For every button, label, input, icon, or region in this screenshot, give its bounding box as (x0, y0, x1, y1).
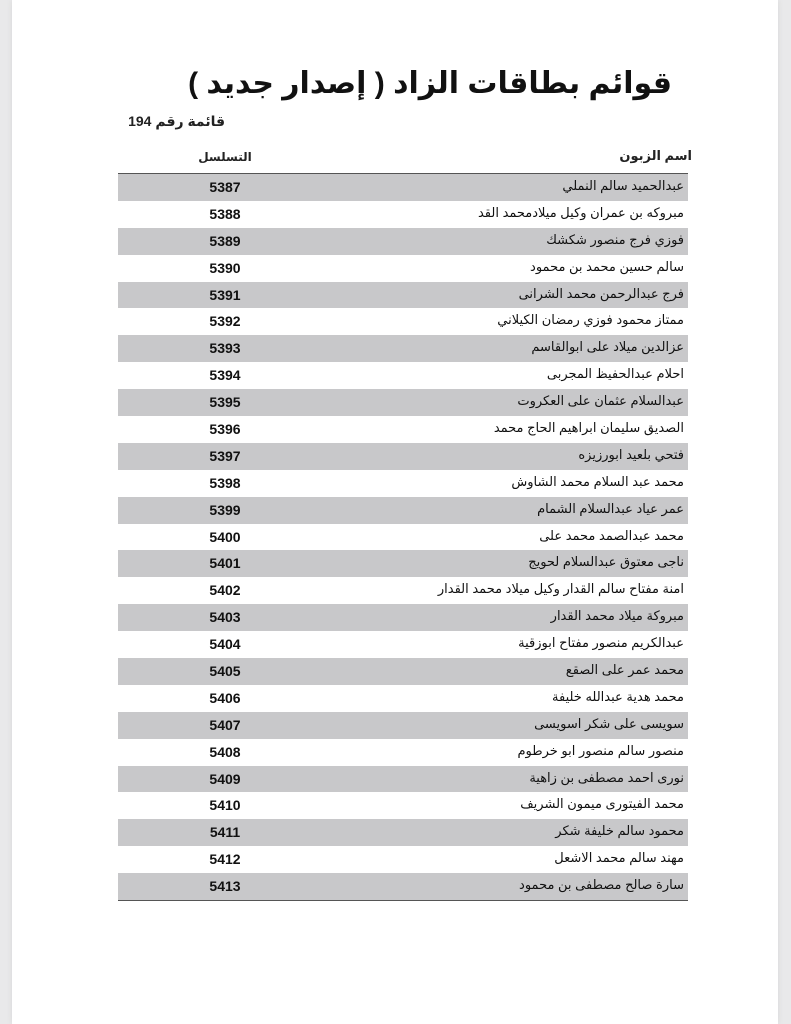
table-row (118, 550, 688, 577)
table-row (118, 846, 688, 873)
customer-name-cell: سارة صالح مصطفى بن محمود (519, 877, 684, 893)
table-row (118, 739, 688, 766)
serial-cell: 5408 (209, 743, 241, 760)
customer-name-cell: محمد هدية عبدالله خليفة (552, 688, 684, 704)
customer-name-cell: محمد عبد السلام محمد الشاوش (511, 473, 684, 489)
serial-cell: 5412 (209, 851, 241, 868)
column-header-customer-name: اسم الزبون (619, 148, 692, 163)
serial-cell: 5400 (209, 528, 241, 545)
page-title: قوائم بطاقات الزاد ( إصدار جديد ) (188, 67, 672, 100)
table-row (118, 873, 688, 900)
serial-cell: 5391 (209, 286, 241, 303)
customer-name-cell: فوزي فرج منصور شكشك (546, 231, 684, 247)
customer-name-cell: عمر عياد عبدالسلام الشمام (537, 500, 684, 516)
customer-name-cell: ممتاز محمود فوزي رمضان الكيلاني (497, 312, 684, 328)
table-row (118, 308, 688, 335)
customer-name-cell: احلام عبدالحفيظ المجربى (546, 366, 684, 382)
table-row (118, 577, 688, 604)
customer-name-cell: منصور سالم منصور ابو خرطوم (517, 742, 684, 758)
table-row (118, 228, 688, 255)
table-row (118, 766, 688, 793)
list-number: قائمة رقم 194 (128, 113, 225, 129)
table-row (118, 792, 688, 819)
serial-cell: 5405 (209, 663, 241, 680)
document-page (12, 0, 778, 1024)
table-row (118, 335, 688, 362)
serial-cell: 5394 (209, 367, 241, 384)
table-row (118, 443, 688, 470)
customer-name-cell: سالم حسين محمد بن محمود (530, 258, 684, 274)
customer-name-cell: مبروكة ميلاد محمد القدار (550, 608, 684, 624)
serial-cell: 5396 (209, 421, 241, 438)
serial-cell: 5395 (209, 394, 241, 411)
serial-cell: 5407 (209, 716, 241, 733)
customer-name-cell: عبدالحميد سالم النملي (562, 178, 684, 193)
table-bottom-rule (118, 900, 688, 901)
customer-name-cell: محمد عبدالصمد محمد على (539, 527, 684, 543)
customer-name-cell: محمد عمر على الصقع (565, 662, 684, 678)
table-row (118, 470, 688, 497)
serial-cell: 5411 (209, 824, 241, 841)
customer-name-cell: محمود سالم خليفة شكر (555, 823, 684, 839)
serial-cell: 5413 (209, 878, 241, 895)
customer-name-cell: نورى احمد مصطفى بن زاهية (529, 769, 684, 785)
customer-table (118, 173, 688, 901)
table-row (118, 174, 688, 201)
table-row (118, 497, 688, 524)
customer-name-cell: مبروكه بن عمران وكيل ميلادمحمد القد (477, 204, 684, 220)
customer-name-cell: ناجى معتوق عبدالسلام لحويج (528, 554, 684, 570)
serial-cell: 5393 (209, 340, 241, 357)
serial-cell: 5409 (209, 770, 241, 787)
table-row (118, 604, 688, 631)
serial-cell: 5402 (209, 582, 241, 599)
serial-cell: 5392 (209, 313, 241, 330)
table-row (118, 631, 688, 658)
serial-cell: 5398 (209, 474, 241, 491)
table-row (118, 712, 688, 739)
customer-name-cell: سويسى على شكر اسويسى (534, 715, 684, 731)
table-row (118, 362, 688, 389)
customer-name-cell: فتحي بلعيد ابورزيزه (578, 446, 684, 462)
serial-cell: 5388 (209, 205, 241, 222)
serial-cell: 5403 (209, 609, 241, 626)
customer-name-cell: عزالدين ميلاد على ابوالقاسم (531, 339, 684, 355)
customer-name-cell: عبدالكريم منصور مفتاح ابوزقية (518, 635, 684, 651)
serial-cell: 5410 (209, 797, 241, 814)
serial-cell: 5399 (209, 501, 241, 518)
serial-cell: 5406 (209, 689, 241, 706)
table-row (118, 389, 688, 416)
serial-cell: 5404 (209, 636, 241, 653)
table-row (118, 255, 688, 282)
serial-cell: 5387 (209, 179, 241, 195)
customer-name-cell: الصديق سليمان ابراهيم الحاج محمد (493, 420, 684, 436)
table-row (118, 416, 688, 443)
customer-name-cell: امنة مفتاح سالم القدار وكيل ميلاد محمد القدار (437, 581, 684, 597)
table-row (118, 658, 688, 685)
serial-cell: 5401 (209, 555, 241, 572)
table-row (118, 524, 688, 551)
customer-name-cell: مهند سالم محمد الاشعل (554, 850, 684, 866)
table-row (118, 201, 688, 228)
serial-cell: 5397 (209, 447, 241, 464)
customer-name-cell: عبدالسلام عثمان على العكروت (517, 393, 684, 409)
column-header-serial: التسلسل (198, 150, 252, 164)
table-row (118, 819, 688, 846)
customer-name-cell: فرج عبدالرحمن محمد الشرانى (518, 285, 684, 301)
serial-cell: 5390 (209, 259, 241, 276)
serial-cell: 5389 (209, 232, 241, 249)
customer-name-cell: محمد الفيتورى ميمون الشريف (520, 796, 684, 812)
table-row (118, 685, 688, 712)
table-row (118, 282, 688, 309)
